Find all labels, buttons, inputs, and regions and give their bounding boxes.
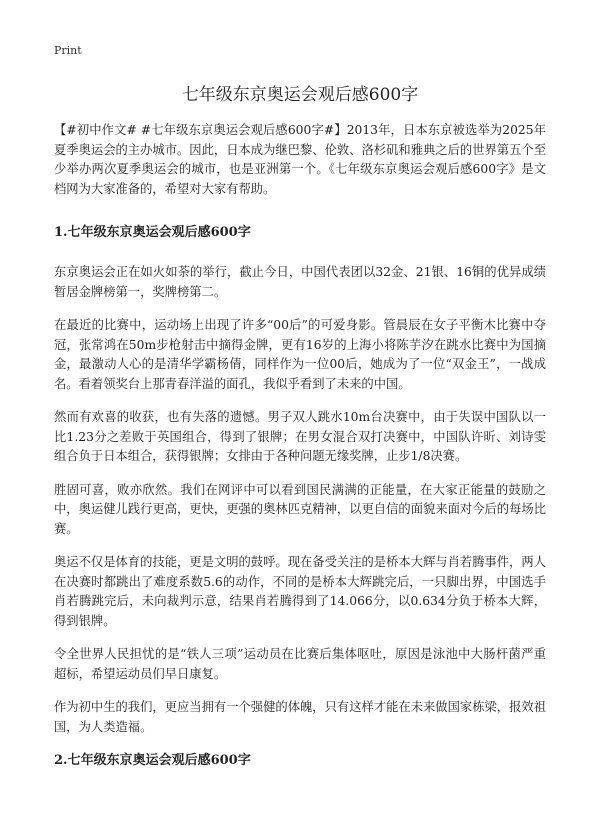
article-body: [54, 121, 546, 791]
paragraph: 在最近的比赛中，运动场上出现了许多“00后”的可爱身影。管晨辰在女子平衡木比赛中夺冠，张常鸿在50m步枪射击中摘得金牌，更有16岁的上海小将陈芋汐在跳水比赛中为国摘金，最激动人心的是清华学霸杨倩，同样作为一位00后，她成为了一位“双金王”，一战成名。看着领奖台上那青春洋溢的面孔，我似乎看到了未来的中国。: [54, 318, 546, 391]
paragraph: 奥运不仅是体育的技能，更是文明的鼓呼。现在备受关注的是桥本大辉与肖若腾事件，两人在决赛时都跳出了难度系数5.6的动作，不同的是桥本大辉跳完后，一只脚出界，中国选手肖若腾跳完后，未向裁判示意，结果肖若腾得到了14.066分，以0.634分负于桥本大辉，得到银牌。: [54, 555, 546, 628]
paragraph: 令全世界人民担忧的是“铁人三项”运动员在比赛后集体呕吐，原因是泳池中大肠杆菌严重超标，希望运动员们早日康复。: [54, 647, 546, 681]
intro-paragraph: 【#初中作文# #七年级东京奥运会观后感600字#】2013年，日本东京被选举为2025年夏季奥运会的主办城市。因此，日本成为继巴黎、伦敦、洛杉矶和雅典之后的世界第五个至少举办两次夏季奥运会的城市，也是亚洲第一个。《七年级东京奥运会观后感600字》是文档网为大家准备的，希望对大家有帮助。: [54, 123, 546, 196]
paragraph: 东京奥运会正在如火如荼的举行，截止今日，中国代表团以32金、21银、16铜的优异成绩暂居金牌榜第一，奖牌榜第二。: [54, 265, 546, 299]
paragraph: 然而有欢喜的收获，也有失落的遗憾。男子双人跳水10m台决赛中，由于失误中国队以一比1.23分之差败于英国组合，得到了银牌；在男女混合双打决赛中，中国队许昕、刘诗雯组合负于日本组合，获得银牌；女排由于各种问题无缘奖牌，止步1/8决赛。: [54, 410, 546, 463]
print-link[interactable]: Print: [54, 44, 82, 57]
paragraph: 胜固可喜，败亦欣然。我们在网评中可以看到国民满满的正能量，在大家正能量的鼓励之中，奥运健儿践行更高，更快，更强的奥林匹克精神，以更自信的面貌来面对今后的每场比赛。: [54, 482, 546, 536]
page-title: 七年级东京奥运会观后感600字: [181, 85, 419, 105]
section-heading-1: 1.七年级东京奥运会观后感600字: [54, 225, 251, 240]
paragraph: 作为初中生的我们，更应当拥有一个强健的体魄，只有这样才能在未来做国家栋梁，报效祖国，为人类造福。: [54, 700, 546, 734]
section-heading-2: 2.七年级东京奥运会观后感600字: [54, 753, 251, 768]
